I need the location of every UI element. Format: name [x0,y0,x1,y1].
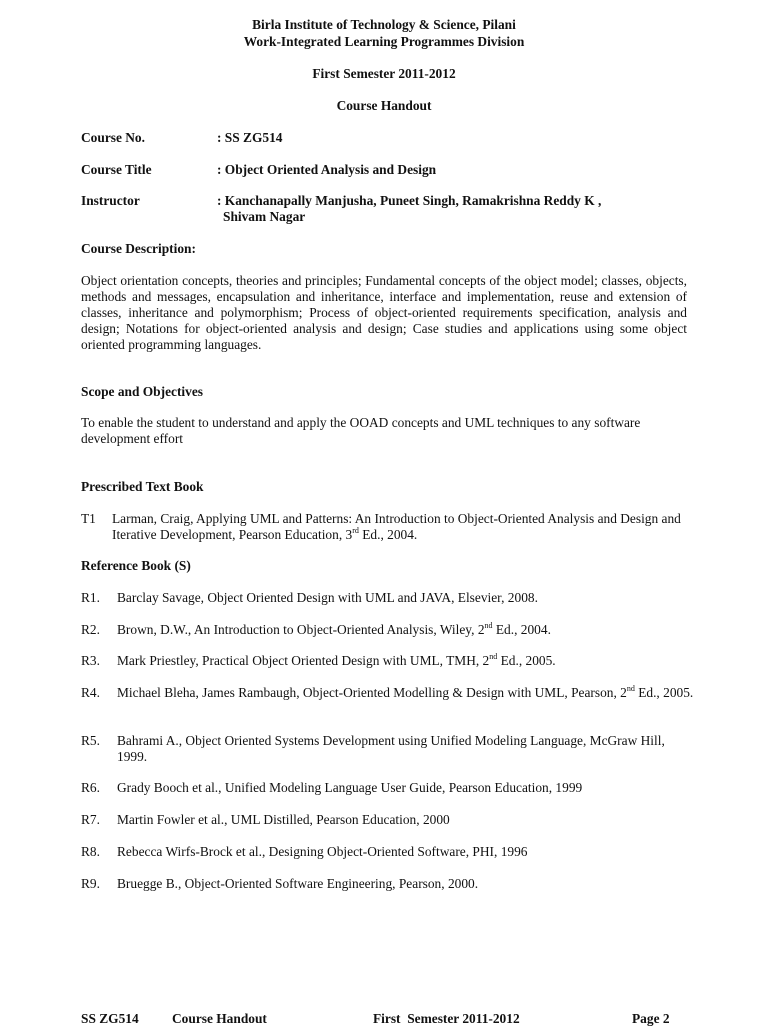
textbook-heading: Prescribed Text Book [81,479,204,494]
reference-item: Martin Fowler et al., UML Distilled, Pearson Education, 2000 [117,812,450,827]
description-heading: Course Description: [81,241,196,256]
instructor-label: Instructor [81,193,140,208]
textbook-entry: Larman, Craig, Applying UML and Patterns: An Introduction to Object-Oriented Analysis and Design and Iterative Development, Pearson Education, 3rd Ed., 2004. [112,511,681,542]
reference-item: Mark Priestley, Practical Object Oriented Design with UML, TMH, 2nd Ed., 2005. [117,651,556,668]
reference-code: R1. [81,590,100,605]
reference-item: Brown, D.W., An Introduction to Object-Oriented Analysis, Wiley, 2nd Ed., 2004. [117,620,551,637]
instructor-value-line2: Shivam Nagar [223,209,306,224]
reference-item: Bruegge B., Object-Oriented Software Engineering, Pearson, 2000. [117,876,479,891]
course-no-value: : SS ZG514 [217,130,283,145]
document-title: Course Handout [336,98,432,113]
reference-code: R2. [81,622,100,637]
reference-code: R8. [81,844,100,859]
reference-item: Rebecca Wirfs-Brock et al., Designing Object-Oriented Software, PHI, 1996 [117,844,528,859]
institute-name: Birla Institute of Technology & Science, Pilani [252,17,516,32]
footer-doc-title: Course Handout [172,1011,267,1026]
reference-code: R6. [81,780,100,795]
reference-code: R5. [81,733,100,748]
reference-code: R9. [81,876,100,891]
course-title-label: Course Title [81,162,152,177]
references-heading: Reference Book (S) [81,558,191,573]
footer-page-number: Page 2 [632,1011,670,1026]
reference-code: R4. [81,685,100,700]
reference-item: Grady Booch et al., Unified Modeling Language User Guide, Pearson Education, 1999 [117,780,583,795]
reference-code: R7. [81,812,100,827]
reference-item: Michael Bleha, James Rambaugh, Object-Oriented Modelling & Design with UML, Pearson, 2nd Ed., 2005. [117,683,694,700]
instructor-value-line1: : Kanchanapally Manjusha, Puneet Singh, Ramakrishna Reddy K , [217,193,602,208]
scope-text: To enable the student to understand and apply the OOAD concepts and UML techniques to any software development effort [81,415,641,446]
reference-item: Bahrami A., Object Oriented Systems Development using Unified Modeling Language, McGraw Hill, 1999. [117,733,665,764]
reference-item: Barclay Savage, Object Oriented Design with UML and JAVA, Elsevier, 2008. [117,590,538,605]
description-text: Object orientation concepts, theories and principles; Fundamental concepts of the object model; classes, objects, methods and messages, encapsulation and inheritance, interface and implementation, reuse and extension of classes, inheritance and polymorphism; Process of object-oriented requirements specification, analysis and design; Notations for object-oriented analysis and design; Case studies and applications using some object oriented programming languages. [81,273,687,352]
semester-title: First Semester 2011-2012 [312,66,456,81]
footer-semester: First Semester 2011-2012 [373,1011,520,1026]
footer-course-no: SS ZG514 [81,1011,139,1026]
course-no-label: Course No. [81,130,145,145]
reference-code: R3. [81,653,100,668]
division-name: Work-Integrated Learning Programmes Division [243,34,525,49]
scope-heading: Scope and Objectives [81,384,203,399]
textbook-code: T1 [81,511,96,526]
course-title-value: : Object Oriented Analysis and Design [217,162,437,177]
